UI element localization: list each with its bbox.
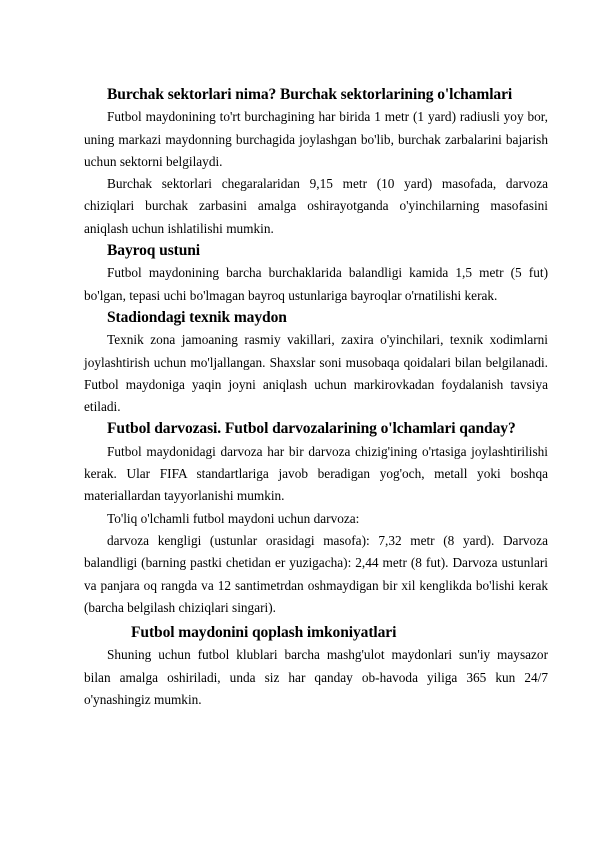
paragraph: Futbol maydonining barcha burchaklarida balandligi kamida 1,5 metr (5 fut) bo'lgan, tepasi uchi bo'lmagan bayroq ustunlariga bayroqlar o'rnatilishi kerak. <box>84 265 548 303</box>
paragraph: Burchak sektorlari chegaralaridan 9,15 metr (10 yard) masofada, darvoza chiziqlari burchak zarbasini amalga oshirayotganda o'yinchilarning masofasini aniqlash uchun ishlatilishi mumkin. <box>84 176 548 236</box>
section-heading-surface-options: Futbol maydonini qoplash imkoniyatlari <box>131 624 397 642</box>
section-heading-goal: Futbol darvozasi. Futbol darvozalarining o'lchamlari qanday? <box>107 420 516 438</box>
paragraph: Futbol maydonidagi darvoza har bir darvoza chizig'ining o'rtasiga joylashtirilishi kerak. Ular FIFA standartlariga javob beradigan yog'och, metall yoki boshqa materiallardan tayyorlanishi mumkin. <box>84 443 548 504</box>
paragraph: Texnik zona jamoaning rasmiy vakillari, zaxira o'yinchilari, texnik xodimlarni joylashtirish uchun mo'ljallangan. Shaxslar soni musobaqa qoidalari bilan belgilanadi. Futbol maydoniga yaqin joyni aniqlash uchun markirovkadan foydalanish tavsiya etiladi. <box>84 332 548 415</box>
section-heading-technical-area: Stadiondagi texnik maydon <box>107 308 287 326</box>
paragraph: darvoza kengligi (ustunlar orasidagi masofa): 7,32 metr (8 yard). Darvoza balandligi (barning pastki chetidan er yuzigacha): 2,44 metr (8 fut). Darvoza ustunlari va panjara oq rangda va 12 santimetrdan oshmaydigan bir xil kenglikda bo'lishi kerak (barcha belgilash chiziqlari singari). <box>84 532 548 615</box>
section-heading-flag-post: Bayroq ustuni <box>107 242 201 260</box>
paragraph: To'liq o'lchamli futbol maydoni uchun darvoza: <box>107 510 360 526</box>
paragraph: Shuning uchun futbol klublari barcha mashg'ulot maydonlari sun'iy maysazor bilan amalga oshiriladi, unda siz har qanday ob-havoda yiliga 365 kun 24/7 o'ynashingiz mumkin. <box>84 647 548 708</box>
section-heading-corner-sectors: Burchak sektorlari nima? Burchak sektorlarining o'lchamlari <box>107 86 513 103</box>
paragraph: Futbol maydonining to'rt burchagining har birida 1 metr (1 yard) radiusli yoy bor, uning markazi maydonning burchagida joylashgan bo'lib, burchak zarbalarini bajarish uchun sektorni belgilaydi. <box>84 109 548 169</box>
document-page <box>84 84 548 711</box>
